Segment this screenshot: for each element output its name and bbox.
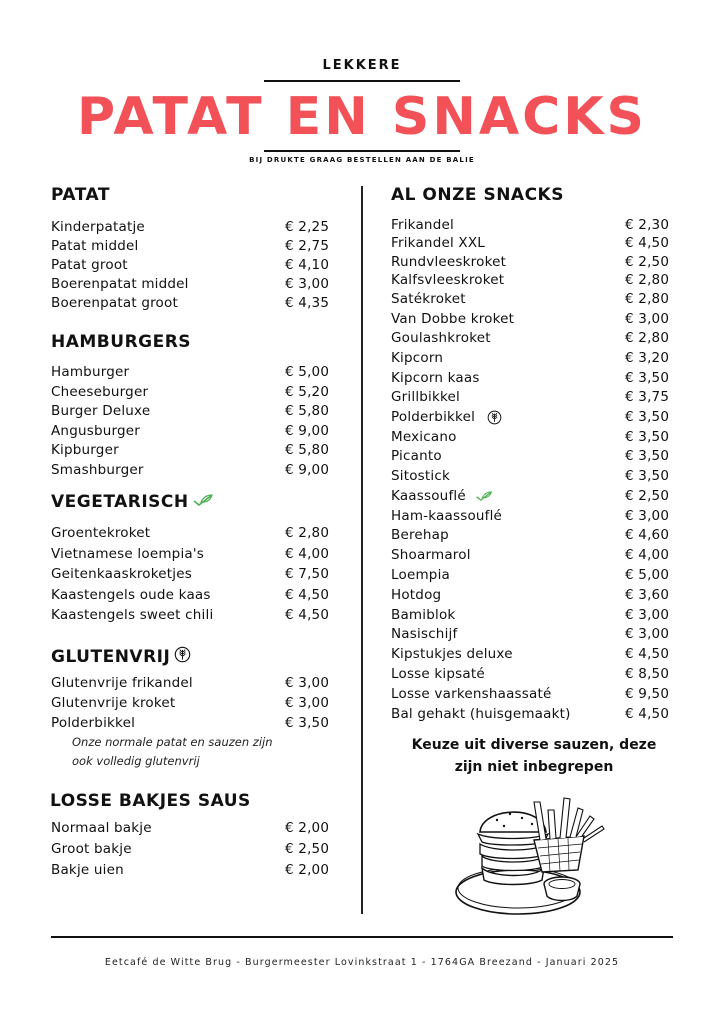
menu-item-price: € 2,30 xyxy=(625,217,670,233)
glutenvrij-title-text: GLUTENVRIJ xyxy=(51,647,171,667)
menu-item-name: Kipstukjes deluxe xyxy=(391,646,513,662)
menu-item-row xyxy=(51,276,345,294)
menu-item-row xyxy=(391,646,685,664)
menu-item-price: € 2,80 xyxy=(625,272,670,288)
menu-item-name: Vietnamese loempia's xyxy=(51,545,205,562)
menu-item-price: € 8,50 xyxy=(625,666,670,682)
menu-item-row xyxy=(391,291,685,309)
menu-item-name: Kalfsvleeskroket xyxy=(391,272,505,288)
menu-item-row xyxy=(391,508,685,526)
menu-item-name: Hotdog xyxy=(391,587,442,603)
menu-item-price: € 4,00 xyxy=(285,545,330,562)
menu-item-row xyxy=(391,254,685,272)
menu-item-name: Kaastengels sweet chili xyxy=(51,607,214,624)
menu-item-name: Burger Deluxe xyxy=(51,403,151,420)
menu-item-price: € 2,75 xyxy=(285,238,330,254)
menu-item-name: Smashburger xyxy=(51,462,144,478)
menu-item-name: Goulashkroket xyxy=(391,330,491,346)
menu-item-price: € 2,00 xyxy=(285,820,330,836)
menu-item-price: € 2,50 xyxy=(625,254,670,270)
menu-item-name: Sitostick xyxy=(391,468,450,484)
menu-item-row xyxy=(391,350,685,368)
kicker-label: LEKKERE xyxy=(322,58,402,73)
menu-item-name: Losse kipsaté xyxy=(391,666,485,682)
menu-item-price: € 2,50 xyxy=(285,841,330,857)
menu-item-row xyxy=(51,384,345,402)
menu-item-price: € 2,80 xyxy=(625,330,670,346)
menu-item-price: € 5,80 xyxy=(285,403,330,420)
leaf-check-icon xyxy=(475,490,493,506)
menu-item-row xyxy=(391,706,685,724)
menu-item-price: € 4,50 xyxy=(625,706,670,722)
menu-item-price: € 3,50 xyxy=(625,468,670,484)
menu-item-price: € 5,00 xyxy=(625,567,670,583)
menu-item-row xyxy=(391,409,685,427)
section-title-vegetarisch xyxy=(51,492,214,512)
page-title: PATAT EN SNACKS xyxy=(76,87,648,147)
menu-item-row xyxy=(391,217,685,235)
menu-item-price: € 4,50 xyxy=(285,586,330,603)
menu-item-price: € 2,80 xyxy=(625,291,670,307)
menu-item-row xyxy=(391,311,685,329)
sauce-note-line2: zijn niet inbegrepen xyxy=(454,759,614,775)
menu-item-row xyxy=(51,257,345,275)
menu-item-price: € 9,00 xyxy=(285,422,330,439)
menu-item-name: Grillbikkel xyxy=(391,389,460,405)
menu-item-name: Frikandel XXL xyxy=(391,235,486,251)
menu-item-name: Patat middel xyxy=(51,238,139,254)
section-title-snacks: AL ONZE SNACKS xyxy=(391,185,564,205)
header-rule-top xyxy=(264,80,460,82)
menu-item-name: Polderbikkel xyxy=(51,715,136,731)
sauce-note-line1: Keuze uit diverse sauzen, deze xyxy=(411,737,657,753)
vegetarisch-title-text: VEGETARISCH xyxy=(51,492,189,512)
menu-item-name: Boerenpatat middel xyxy=(51,276,189,292)
menu-item-row xyxy=(391,626,685,644)
menu-item-name: Kaassouflé xyxy=(391,488,466,504)
section-title-patat: PATAT xyxy=(51,185,110,205)
menu-item-name: Kipburger xyxy=(51,442,119,459)
menu-item-price: € 3,50 xyxy=(625,409,670,425)
menu-item-price: € 3,00 xyxy=(285,695,330,711)
menu-item-price: € 3,00 xyxy=(285,675,330,691)
menu-item-name: Berehap xyxy=(391,527,449,543)
menu-item-price: € 4,50 xyxy=(285,607,330,624)
menu-item-row xyxy=(391,567,685,585)
menu-item-price: € 2,00 xyxy=(285,862,330,878)
column-divider xyxy=(361,186,363,914)
menu-item-price: € 2,50 xyxy=(625,488,670,504)
menu-item-row xyxy=(51,695,345,713)
menu-item-row xyxy=(391,686,685,704)
menu-item-row xyxy=(51,423,345,441)
menu-item-name: Bal gehakt (huisgemaakt) xyxy=(391,706,571,722)
section-title-glutenvrij xyxy=(51,646,191,668)
leaf-check-icon xyxy=(192,492,214,512)
menu-item-row xyxy=(51,566,345,584)
menu-item-name: Groentekroket xyxy=(51,525,151,541)
menu-item-row xyxy=(51,820,345,838)
menu-item-row xyxy=(391,429,685,447)
menu-item-name: Kaastengels oude kaas xyxy=(51,586,211,603)
menu-item-row xyxy=(51,841,345,859)
burger-fries-illustration xyxy=(452,792,610,920)
menu-item-name: Nasischijf xyxy=(391,626,458,642)
menu-item-price: € 3,50 xyxy=(625,370,670,386)
menu-item-price: € 3,00 xyxy=(625,607,670,623)
menu-item-price: € 3,50 xyxy=(285,715,330,731)
menu-item-price: € 5,80 xyxy=(285,442,330,459)
menu-item-row xyxy=(391,607,685,625)
menu-item-row xyxy=(51,546,345,564)
menu-item-name: Groot bakje xyxy=(51,841,132,857)
menu-item-price: € 3,20 xyxy=(625,350,670,366)
menu-item-price: € 4,50 xyxy=(625,235,670,251)
menu-item-name: Picanto xyxy=(391,448,442,464)
menu-item-row xyxy=(391,272,685,290)
menu-item-price: € 7,50 xyxy=(285,566,330,583)
menu-item-name: Kinderpatatje xyxy=(51,219,145,235)
header-rule-bottom xyxy=(264,150,460,152)
menu-item-name: Shoarmarol xyxy=(391,547,471,563)
menu-item-name: Ham-kaassouflé xyxy=(391,508,503,524)
menu-item-name: Polderbikkel xyxy=(391,409,476,425)
menu-item-row xyxy=(51,238,345,256)
menu-item-name: Cheeseburger xyxy=(51,383,149,400)
menu-item-name: Bamiblok xyxy=(391,607,456,623)
menu-item-price: € 3,75 xyxy=(625,389,670,405)
menu-item-name: Boerenpatat groot xyxy=(51,295,178,311)
menu-item-row xyxy=(51,462,345,480)
menu-item-row xyxy=(391,389,685,407)
menu-item-name: Geitenkaaskroketjes xyxy=(51,566,192,583)
page-subtitle: BIJ DRUKTE GRAAG BESTELLEN AAN DE BALIE xyxy=(249,156,475,164)
menu-item-name: Kipcorn kaas xyxy=(391,370,480,386)
menu-item-name: Rundvleeskroket xyxy=(391,254,507,270)
menu-item-row xyxy=(391,488,685,506)
menu-item-row xyxy=(51,219,345,237)
menu-item-row xyxy=(51,442,345,460)
menu-item-price: € 2,25 xyxy=(285,219,330,235)
menu-item-price: € 4,00 xyxy=(625,547,670,563)
menu-item-name: Normaal bakje xyxy=(51,820,152,836)
glutenvrij-note-line1: Onze normale patat en sauzen zijn xyxy=(72,735,273,749)
footer-rule xyxy=(51,936,673,938)
menu-item-price: € 4,10 xyxy=(285,257,330,273)
footer-text: Eetcafé de Witte Brug - Burgermeester Lovinkstraat 1 - 1764GA Breezand - Januari 2025 xyxy=(104,957,620,968)
menu-item-price: € 5,20 xyxy=(285,383,330,400)
menu-item-name: Bakje uien xyxy=(51,862,124,878)
menu-item-row xyxy=(391,587,685,605)
menu-item-row xyxy=(391,370,685,388)
sauce-note xyxy=(384,734,684,778)
menu-item-row xyxy=(51,403,345,421)
menu-item-price: € 3,00 xyxy=(625,626,670,642)
menu-item-row xyxy=(391,235,685,253)
menu-item-row xyxy=(391,527,685,545)
menu-item-name: Van Dobbe kroket xyxy=(391,311,515,327)
menu-item-price: € 9,50 xyxy=(625,686,670,702)
menu-item-row xyxy=(51,715,345,733)
menu-item-price: € 3,50 xyxy=(625,448,670,464)
menu-item-price: € 9,00 xyxy=(285,462,330,478)
glutenvrij-note-line2: ook volledig glutenvrij xyxy=(72,754,200,768)
menu-item-name: Losse varkenshaassaté xyxy=(391,686,552,702)
menu-item-price: € 5,00 xyxy=(285,364,330,380)
menu-item-row xyxy=(51,607,345,625)
glutenvrij-note xyxy=(72,733,273,771)
menu-item-name: Glutenvrije frikandel xyxy=(51,675,193,691)
menu-item-row xyxy=(391,330,685,348)
menu-item-name: Hamburger xyxy=(51,364,130,380)
menu-item-name: Frikandel xyxy=(391,217,454,233)
menu-item-name: Satékroket xyxy=(391,291,466,307)
menu-item-row xyxy=(391,547,685,565)
menu-item-name: Patat groot xyxy=(51,257,128,273)
menu-item-row xyxy=(51,587,345,605)
menu-item-name: Loempia xyxy=(391,567,450,583)
wheat-circle-icon xyxy=(487,410,502,429)
menu-item-row xyxy=(51,295,345,313)
menu-item-name: Kipcorn xyxy=(391,350,444,366)
menu-item-price: € 4,60 xyxy=(625,527,670,543)
menu-item-name: Mexicano xyxy=(391,429,457,445)
menu-item-price: € 4,35 xyxy=(285,295,330,311)
wheat-circle-icon xyxy=(174,646,191,668)
menu-item-name: Angusburger xyxy=(51,422,141,439)
menu-item-price: € 3,00 xyxy=(625,508,670,524)
menu-item-row xyxy=(51,364,345,382)
menu-item-row xyxy=(51,862,345,880)
menu-item-price: € 3,50 xyxy=(625,429,670,445)
menu-item-price: € 3,60 xyxy=(625,587,670,603)
menu-item-price: € 3,00 xyxy=(625,311,670,327)
menu-item-row xyxy=(391,448,685,466)
menu-item-row xyxy=(51,675,345,693)
section-title-hamburgers: HAMBURGERS xyxy=(51,332,192,352)
menu-item-price: € 3,00 xyxy=(285,276,330,292)
menu-item-row xyxy=(391,468,685,486)
menu-item-name: Glutenvrije kroket xyxy=(51,695,176,711)
menu-item-row xyxy=(51,525,345,543)
menu-item-row xyxy=(391,666,685,684)
menu-item-price: € 2,80 xyxy=(285,525,330,541)
section-title-saus: LOSSE BAKJES SAUS xyxy=(50,791,251,811)
menu-item-price: € 4,50 xyxy=(625,646,670,662)
